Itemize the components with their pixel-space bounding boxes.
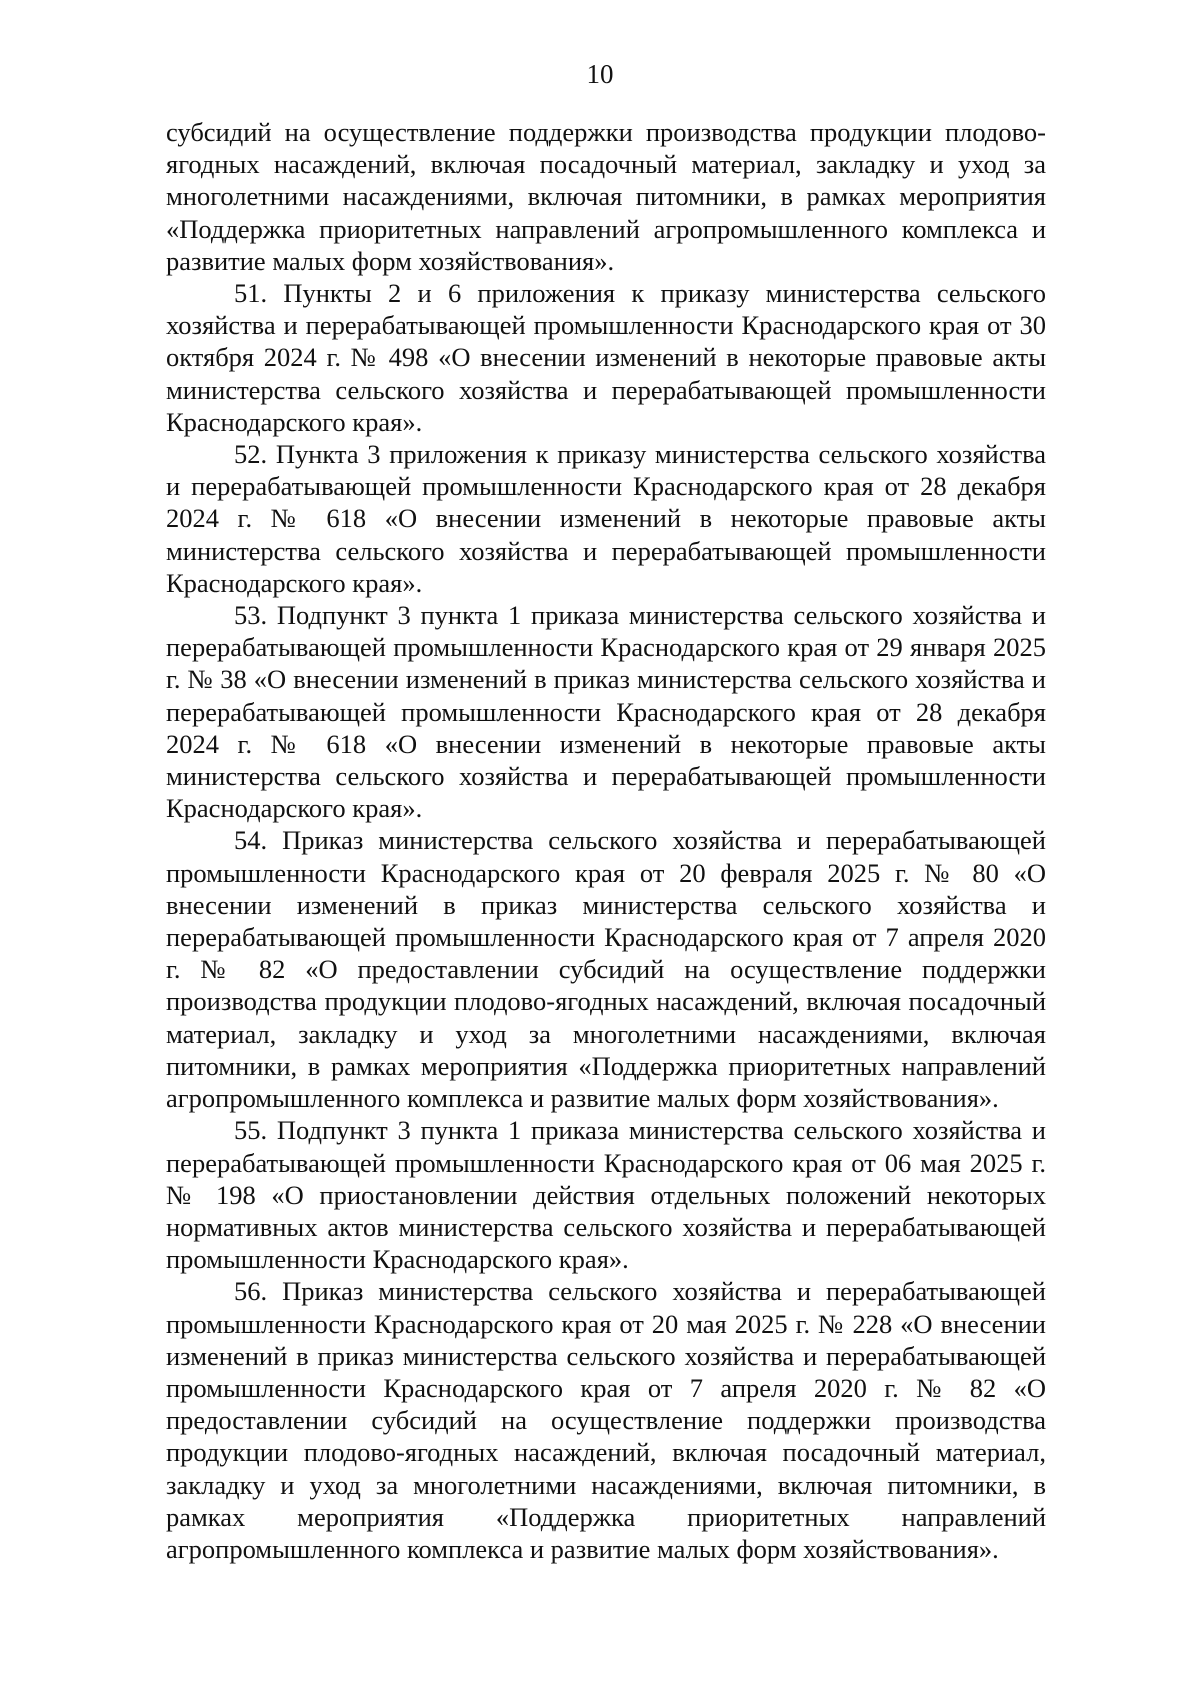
paragraph-item-55: 55. Подпункт 3 пункта 1 приказа министерства сельского хозяйства и перерабатывающей промышленности Краснодарского края от 06 мая 2025 г. № 198 «О приостановлении действия отдельных положений некоторых нормативных актов министерства сельского хозяйства и перерабатывающей промышленности Краснодарского края». [166,1115,1046,1275]
paragraph-item-53: 53. Подпункт 3 пункта 1 приказа министерства сельского хозяйства и перерабатывающей промышленности Краснодарского края от 29 января 2025 г. № 38 «О внесении изменений в приказ министерства сельского хозяйства и перерабатывающей промышленности Краснодарского края от 28 декабря 2024 г. № 618 «О внесении изменений в некоторые правовые акты министерства сельского хозяйства и перерабатывающей промышленности Краснодарского края». [166,600,1046,824]
page-number: 10 [586,59,614,89]
document-body [166,116,1046,1565]
paragraph-item-51: 51. Пункты 2 и 6 приложения к приказу министерства сельского хозяйства и перерабатывающей промышленности Краснодарского края от 30 октября 2024 г. № 498 «О внесении изменений в некоторые правовые акты министерства сельского хозяйства и перерабатывающей промышленности Краснодарского края». [166,278,1046,437]
paragraph-item-52: 52. Пункта 3 приложения к приказу министерства сельского хозяйства и перерабатывающей промышленности Краснодарского края от 28 декабря 2024 г. № 618 «О внесении изменений в некоторые правовые акты министерства сельского хозяйства и перерабатывающей промышленности Краснодарского края». [166,439,1046,598]
paragraph-item-54: 54. Приказ министерства сельского хозяйства и перерабатывающей промышленности Краснодарского края от 20 февраля 2025 г. № 80 «О внесении изменений в приказ министерства сельского хозяйства и перерабатывающей промышленности Краснодарского края от 7 апреля 2020 г. № 82 «О предоставлении субсидий на осуществление поддержки производства продукции плодово-ягодных насаждений, включая посадочный материал, закладку и уход за многолетними насаждениями, включая питомники, в рамках мероприятия «Поддержка приоритетных направлений агропромышленного комплекса и развитие малых форм хозяйствования». [166,825,1046,1114]
paragraph-item-56: 56. Приказ министерства сельского хозяйства и перерабатывающей промышленности Краснодарского края от 20 мая 2025 г. № 228 «О внесении изменений в приказ министерства сельского хозяйства и перерабатывающей промышленности Краснодарского края от 7 апреля 2020 г. № 82 «О предоставлении субсидий на осуществление поддержки производства продукции плодово-ягодных насаждений, включая посадочный материал, закладку и уход за многолетними насаждениями, включая питомники, в рамках мероприятия «Поддержка приоритетных направлений агропромышленного комплекса и развитие малых форм хозяйствования». [166,1276,1046,1564]
paragraph-continuation: субсидий на осуществление поддержки производства продукции плодово-ягодных насаждений, включая посадочный материал, закладку и уход за многолетними насаждениями, включая питомники, в рамках мероприятия «Поддержка приоритетных направлений агропромышленного комплекса и развитие малых форм хозяйствования». [166,117,1046,276]
